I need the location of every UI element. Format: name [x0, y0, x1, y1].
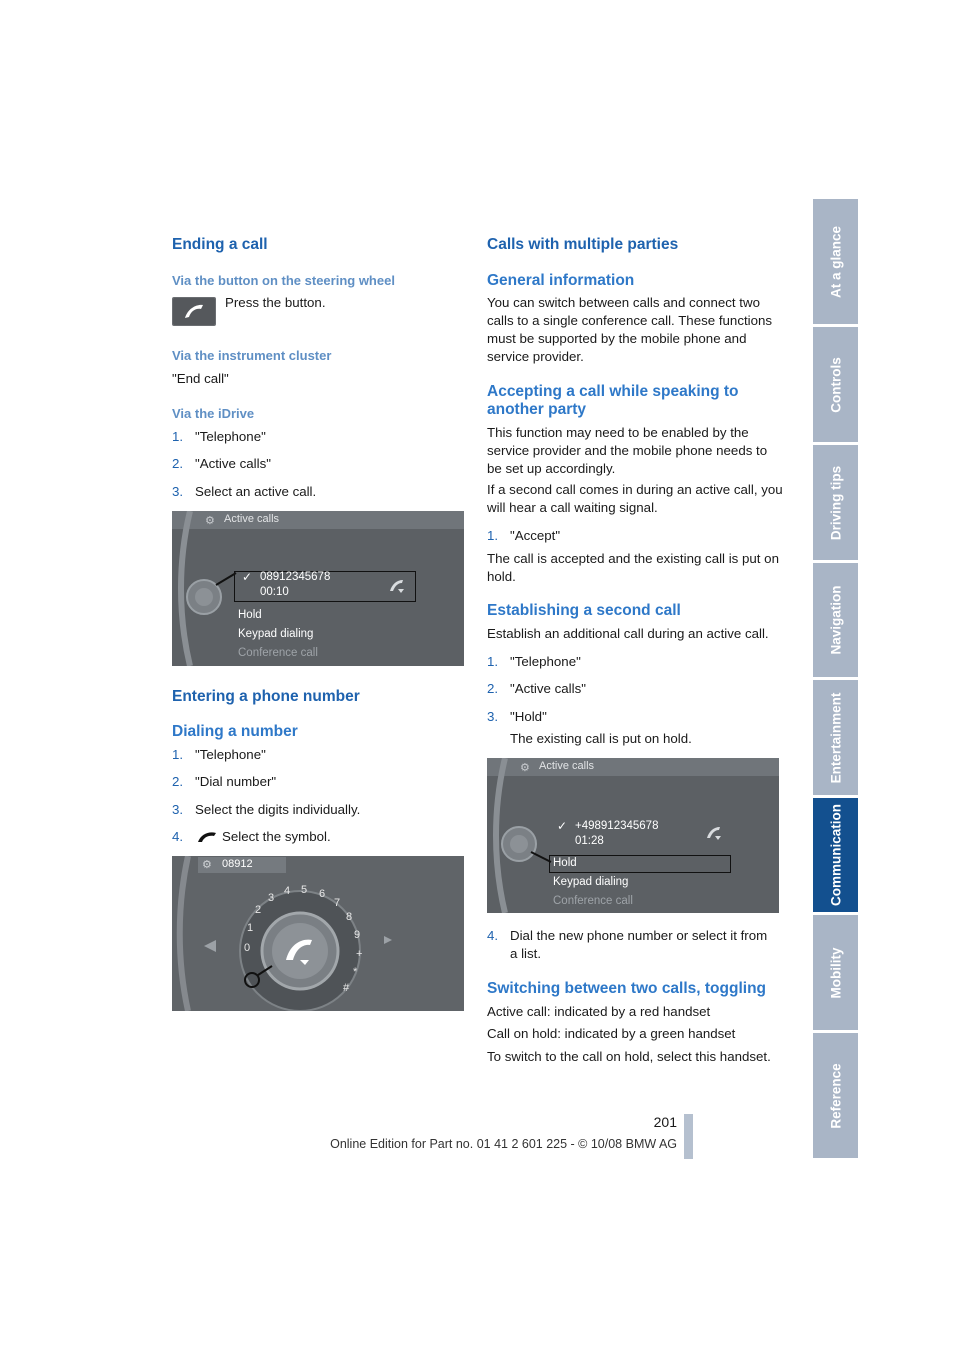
subheading-dialing: Dialing a number [172, 723, 298, 740]
accepting-text-2: If a second call comes in during an active call, you will hear a call waiting signal. [487, 482, 783, 515]
list-item: 3. Select the digits individually. [172, 802, 361, 817]
settings-icon: ⚙ [205, 515, 215, 527]
switching-line: Call on hold: indicated by a green handset [487, 1026, 736, 1041]
section-title-entering-number: Entering a phone number [172, 688, 360, 705]
tab-at-a-glance[interactable]: At a glance [813, 199, 858, 324]
digit-star: * [353, 966, 358, 978]
menu-item-keypad: Keypad dialing [553, 876, 629, 888]
subheading-general: General information [487, 272, 635, 289]
controller-arc [487, 758, 779, 913]
subheading-steering-wheel: Via the button on the steering wheel [172, 273, 395, 288]
list-item: 4. Select the symbol. [172, 829, 331, 844]
subheading-idrive: Via the iDrive [172, 406, 255, 421]
digit-0: 0 [244, 942, 251, 954]
accepting-text-3: The call is accepted and the existing call is put on hold. [487, 551, 779, 584]
digit-2: 2 [255, 904, 262, 916]
tab-reference[interactable]: Reference [813, 1033, 858, 1158]
handset-icon [172, 297, 216, 326]
switching-line: To switch to the call on hold, select this handset. [487, 1049, 771, 1064]
menu-item-keypad: Keypad dialing [238, 628, 314, 640]
tab-navigation[interactable]: Navigation [813, 563, 858, 677]
section-title-multiple-parties: Calls with multiple parties [487, 236, 679, 253]
digit-7: 7 [334, 897, 341, 909]
handset-icon [386, 575, 408, 597]
subheading-second-call: Establishing a second call [487, 602, 681, 619]
subheading-accepting-l1: Accepting a call while speaking to [487, 383, 739, 400]
list-item: 3. "Hold" [487, 709, 547, 724]
second-call-text: Establish an additional call during an active call. [487, 626, 769, 641]
list-item: 2. "Active calls" [487, 681, 586, 696]
accepting-text-1: This function may need to be enabled by the service provider and the mobile phone needs to be set up accordingly. [487, 425, 768, 476]
list-item: 4. Dial the new phone number or select it from [487, 928, 768, 943]
cluster-text: "End call" [172, 371, 229, 386]
digit-8: 8 [346, 911, 353, 923]
list-item: 3. Select an active call. [172, 484, 317, 499]
list-item: 1. "Telephone" [172, 747, 266, 762]
tab-driving-tips[interactable]: Driving tips [813, 445, 858, 560]
dialed-digits: 08912 [222, 858, 253, 870]
footer-edition: Online Edition for Part no. 01 41 2 601 225 - © 10/08 BMW AG [330, 1137, 677, 1151]
digit-6: 6 [319, 888, 326, 900]
idrive-screen-active-calls [172, 511, 464, 666]
subheading-accepting-l2: another party [487, 401, 587, 418]
list-item: 2. "Active calls" [172, 456, 271, 471]
digit-1: 1 [247, 922, 254, 934]
screen-title: Active calls [224, 513, 280, 525]
tab-mobility[interactable]: Mobility [813, 915, 858, 1030]
digit-9: 9 [354, 929, 361, 941]
settings-icon: ⚙ [520, 762, 530, 774]
digit-plus: + [356, 948, 363, 960]
check-icon: ✓ [557, 819, 568, 833]
menu-item-conference: Conference call [553, 895, 633, 907]
general-text: You can switch between calls and connect two calls to a single conference call. These functions must be supported by the mobile phone and service provider. [487, 295, 773, 364]
list-item: 1. "Telephone" [487, 654, 581, 669]
handset-icon [196, 830, 218, 844]
digit-5: 5 [301, 884, 308, 896]
settings-icon: ⚙ [202, 859, 212, 871]
menu-item-hold: Hold [238, 609, 262, 621]
list-item: 2. "Dial number" [172, 774, 277, 789]
tab-communication[interactable]: Communication [813, 798, 858, 912]
steering-phone-button [172, 297, 216, 326]
subheading-switching: Switching between two calls, toggling [487, 980, 767, 997]
tab-entertainment[interactable]: Entertainment [813, 680, 858, 795]
hold-note: The existing call is put on hold. [510, 731, 692, 746]
call-number: +498912345678 [575, 820, 659, 832]
call-number: 08912345678 [260, 571, 331, 583]
page-number: 201 [653, 1114, 677, 1130]
digit-4: 4 [284, 885, 291, 897]
steering-instruction: Press the button. [225, 295, 326, 310]
handset-icon [703, 822, 725, 844]
check-icon: ✓ [242, 570, 253, 584]
menu-item-hold: Hold [553, 857, 577, 869]
idrive-screen-hold [487, 758, 779, 913]
step4-continuation: a list. [510, 946, 542, 961]
digit-hash: # [343, 982, 350, 994]
section-title-ending-call: Ending a call [172, 236, 268, 253]
call-duration: 00:10 [260, 586, 289, 598]
switching-line: Active call: indicated by a red handset [487, 1004, 711, 1019]
speller-wheel [172, 856, 464, 1011]
tab-controls[interactable]: Controls [813, 327, 858, 442]
page-number-bar [684, 1114, 693, 1159]
list-item: 1. "Telephone" [172, 429, 266, 444]
subheading-instrument-cluster: Via the instrument cluster [172, 348, 332, 363]
call-duration: 01:28 [575, 835, 604, 847]
menu-item-conference: Conference call [238, 647, 318, 659]
list-item: 1. "Accept" [487, 528, 561, 543]
screen-title: Active calls [539, 760, 595, 772]
idrive-screen-dial-number [172, 856, 464, 1011]
digit-3: 3 [268, 892, 275, 904]
